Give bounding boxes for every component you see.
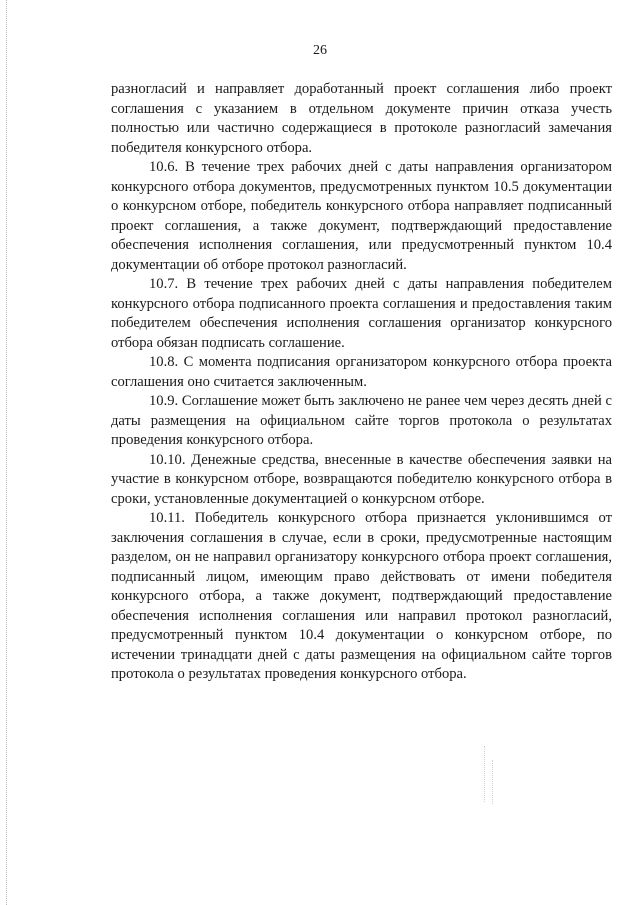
paragraph-10-7: 10.7. В течение трех рабочих дней с даты направления победителем конкурсного отбора подписанного проекта соглашения и предоставления таким победителем обеспечения исполнения соглашения организатор конкурсного отбора обязан подписать соглашение. [111, 276, 612, 351]
paragraph-10-8: 10.8. С момента подписания организатором конкурсного отбора проекта соглашения оно считается заключенным. [111, 354, 612, 390]
scan-edge-artifact [6, 0, 7, 905]
document-body [111, 80, 612, 685]
page-number: 26 [313, 43, 327, 58]
paragraph-10-6: 10.6. В течение трех рабочих дней с даты направления организатором конкурсного отбора документов, предусмотренных пунктом 10.5 документации о конкурсном отборе, победитель конкурсного отбора направляет подписанный проект соглашения, а также документ, подтверждающий предоставление обеспечения исполнения соглашения, или предусмотренный пунктом 10.4 документации об отборе протокол разногласий. [111, 159, 612, 273]
scan-smudge [492, 760, 493, 804]
paragraph-10-10: 10.10. Денежные средства, внесенные в качестве обеспечения заявки на участие в конкурсном отборе, возвращаются победителю конкурсного отбора в сроки, установленные документацией о конкурсном отборе. [111, 451, 612, 507]
paragraph-10-9: 10.9. Соглашение может быть заключено не ранее чем через десять дней с даты размещения на официальном сайте торгов протокола о результатах проведения конкурсного отбора. [111, 393, 612, 448]
scan-smudge [484, 746, 485, 802]
paragraph-continuation: разногласий и направляет доработанный проект соглашения либо проект соглашения с указанием в отдельном документе причин отказа учесть полностью или частично содержащиеся в протоколе разногласий замечания победителя конкурсного отбора. [111, 81, 612, 156]
paragraph-10-11: 10.11. Победитель конкурсного отбора признается уклонившимся от заключения соглашения в случае, если в сроки, предусмотренные настоящим разделом, он не направил организатору конкурсного отбора проект соглашения, подписанный лицом, имеющим право действовать от имени победителя конкурсного отбора, а также документ, подтверждающий предоставление обеспечения исполнения соглашения или направил протокол разногласий, предусмотренный пунктом 10.4 документации о конкурсном отборе, по истечении тринадцати дней с даты размещения на официальном сайте торгов протокола о результатах проведения конкурсного отбора. [111, 510, 612, 682]
